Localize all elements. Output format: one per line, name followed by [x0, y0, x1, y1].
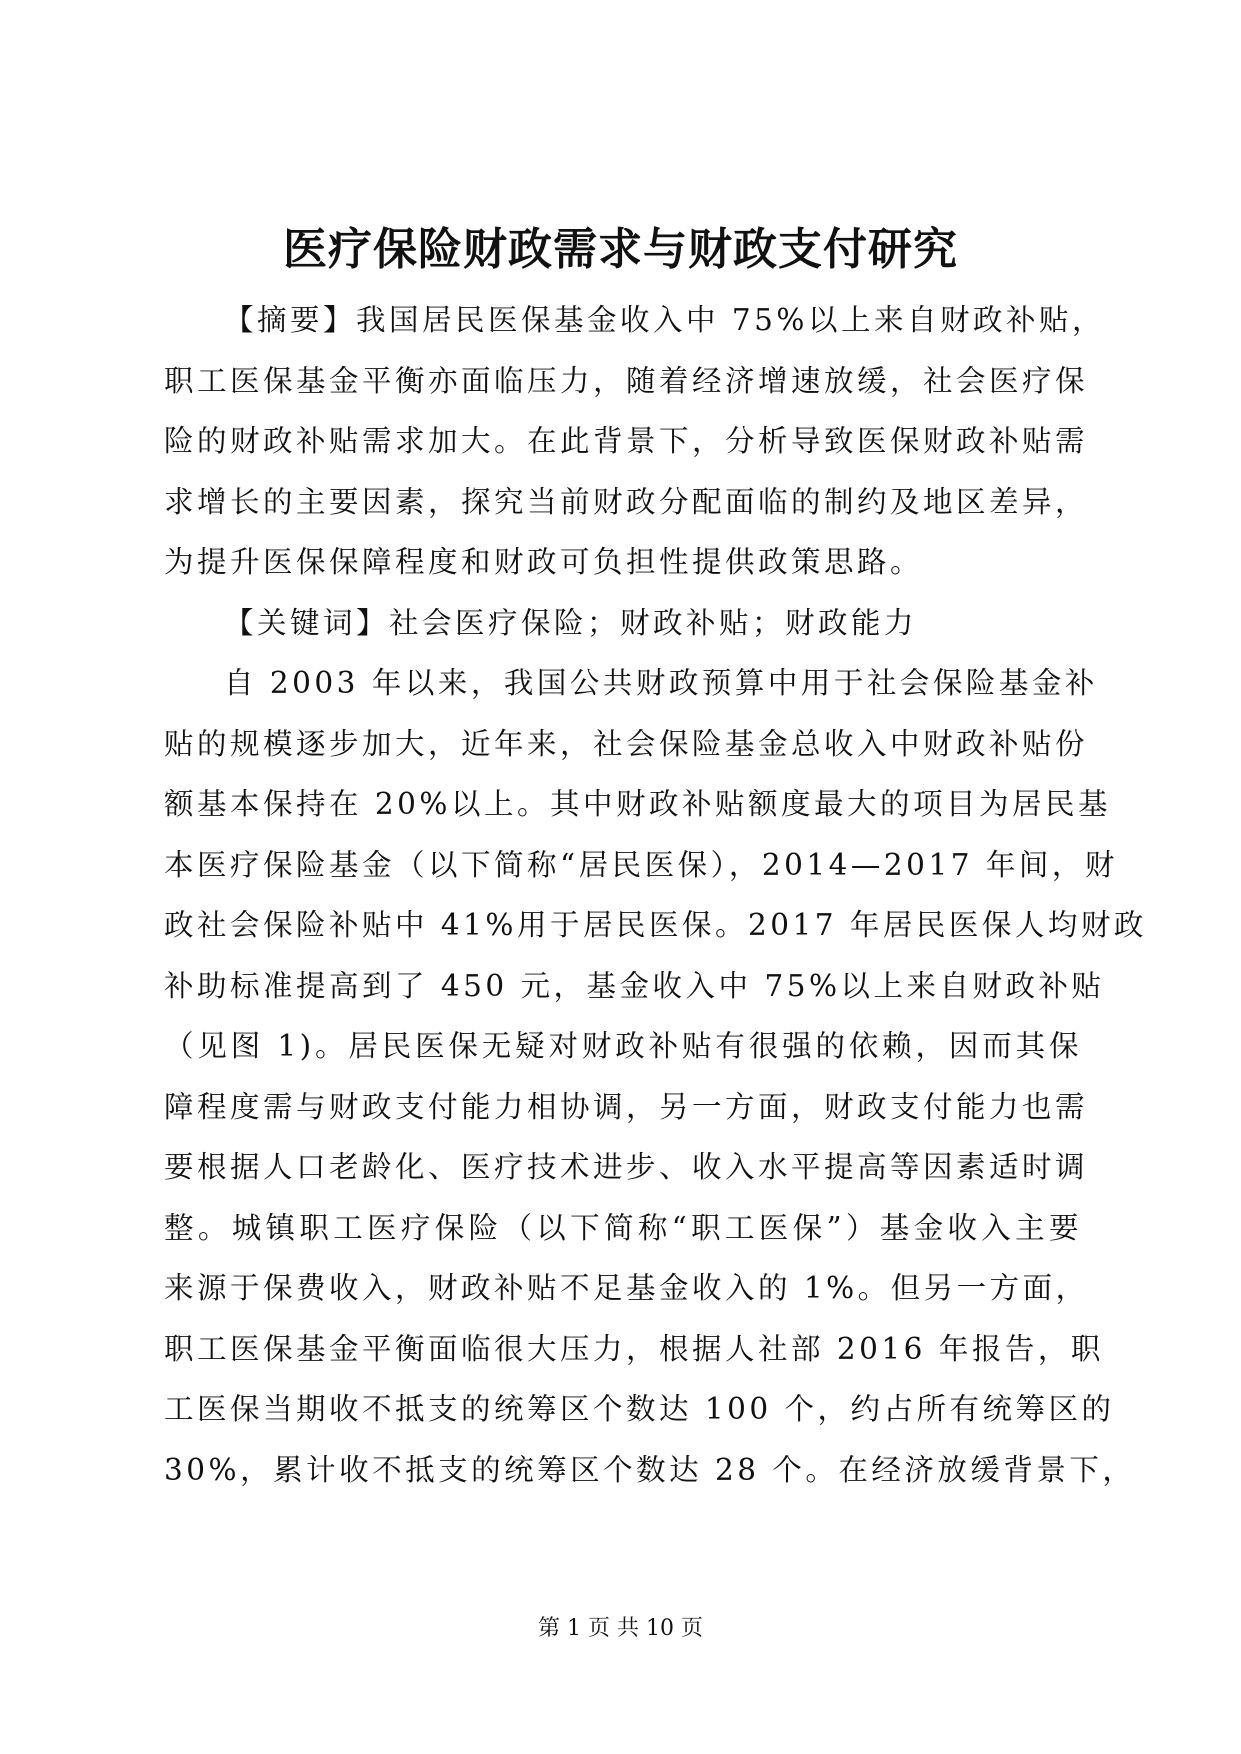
body-paragraph-line: 障程度需与财政支付能力相协调，另一方面，财政支付能力也需	[164, 1089, 1089, 1124]
keywords-line: 【关键词】社会医疗保险；财政补贴；财政能力	[224, 605, 918, 640]
body-paragraph-line: 来源于保费收入，财政补贴不足基金收入的 1%。但另一方面，	[164, 1271, 1089, 1305]
body-paragraph-line: 职工医保基金平衡面临很大压力，根据人社部 2016 年报告，职	[164, 1331, 1104, 1366]
body-paragraph-line: 补助标准提高到了 450 元，基金收入中 75%以上来自财政补贴	[164, 968, 1105, 1003]
body-paragraph-line: 工医保当期收不抵支的统筹区个数达 100 个，约占所有统筹区的	[164, 1392, 1115, 1426]
body-paragraph-line: 要根据人口老龄化、医疗技术进步、收入水平提高等因素适时调	[164, 1150, 1089, 1184]
body-paragraph-line: （见图 1)。居民医保无疑对财政补贴有很强的依赖，因而其保	[164, 1029, 1082, 1063]
body-paragraph-line: 额基本保持在 20%以上。其中财政补贴额度最大的项目为居民基	[164, 787, 1111, 821]
body-paragraph-line: 自 2003 年以来，我国公共财政预算中用于社会保险基金补	[224, 666, 1098, 700]
body-paragraph-line: 本医疗保险基金（以下简称“居民医保），2014—2017 年间，财	[164, 847, 1118, 882]
page-number-footer: 第 1 页 共 10 页	[538, 1616, 703, 1641]
body-paragraph-line: 整。城镇职工医疗保险（以下简称“职工医保”）基金收入主要	[164, 1210, 1082, 1245]
document-title: 医疗保险财政需求与财政支付研究	[283, 224, 958, 275]
document-body	[164, 290, 1147, 1500]
abstract-line: 求增长的主要因素，探究当前财政分配面临的制约及地区差异，	[164, 484, 1089, 519]
abstract-line: 险的财政补贴需求加大。在此背景下，分析导致医保财政补贴需	[164, 424, 1089, 458]
abstract-line: 职工医保基金平衡亦面临压力，随着经济增速放缓，社会医疗保	[164, 363, 1089, 398]
body-paragraph-line: 贴的规模逐步加大，近年来，社会保险基金总收入中财政补贴份	[164, 726, 1089, 761]
body-paragraph-line: 政社会保险补贴中 41%用于居民医保。2017 年居民医保人均财政	[164, 908, 1147, 942]
abstract-line: 【摘要】我国居民医保基金收入中 75%以上来自财政补贴，	[224, 303, 1105, 337]
abstract-line: 为提升医保保障程度和财政可负担性提供政策思路。	[164, 545, 924, 579]
body-paragraph-line: 30%，累计收不抵支的统筹区个数达 28 个。在经济放缓背景下，	[164, 1452, 1136, 1487]
